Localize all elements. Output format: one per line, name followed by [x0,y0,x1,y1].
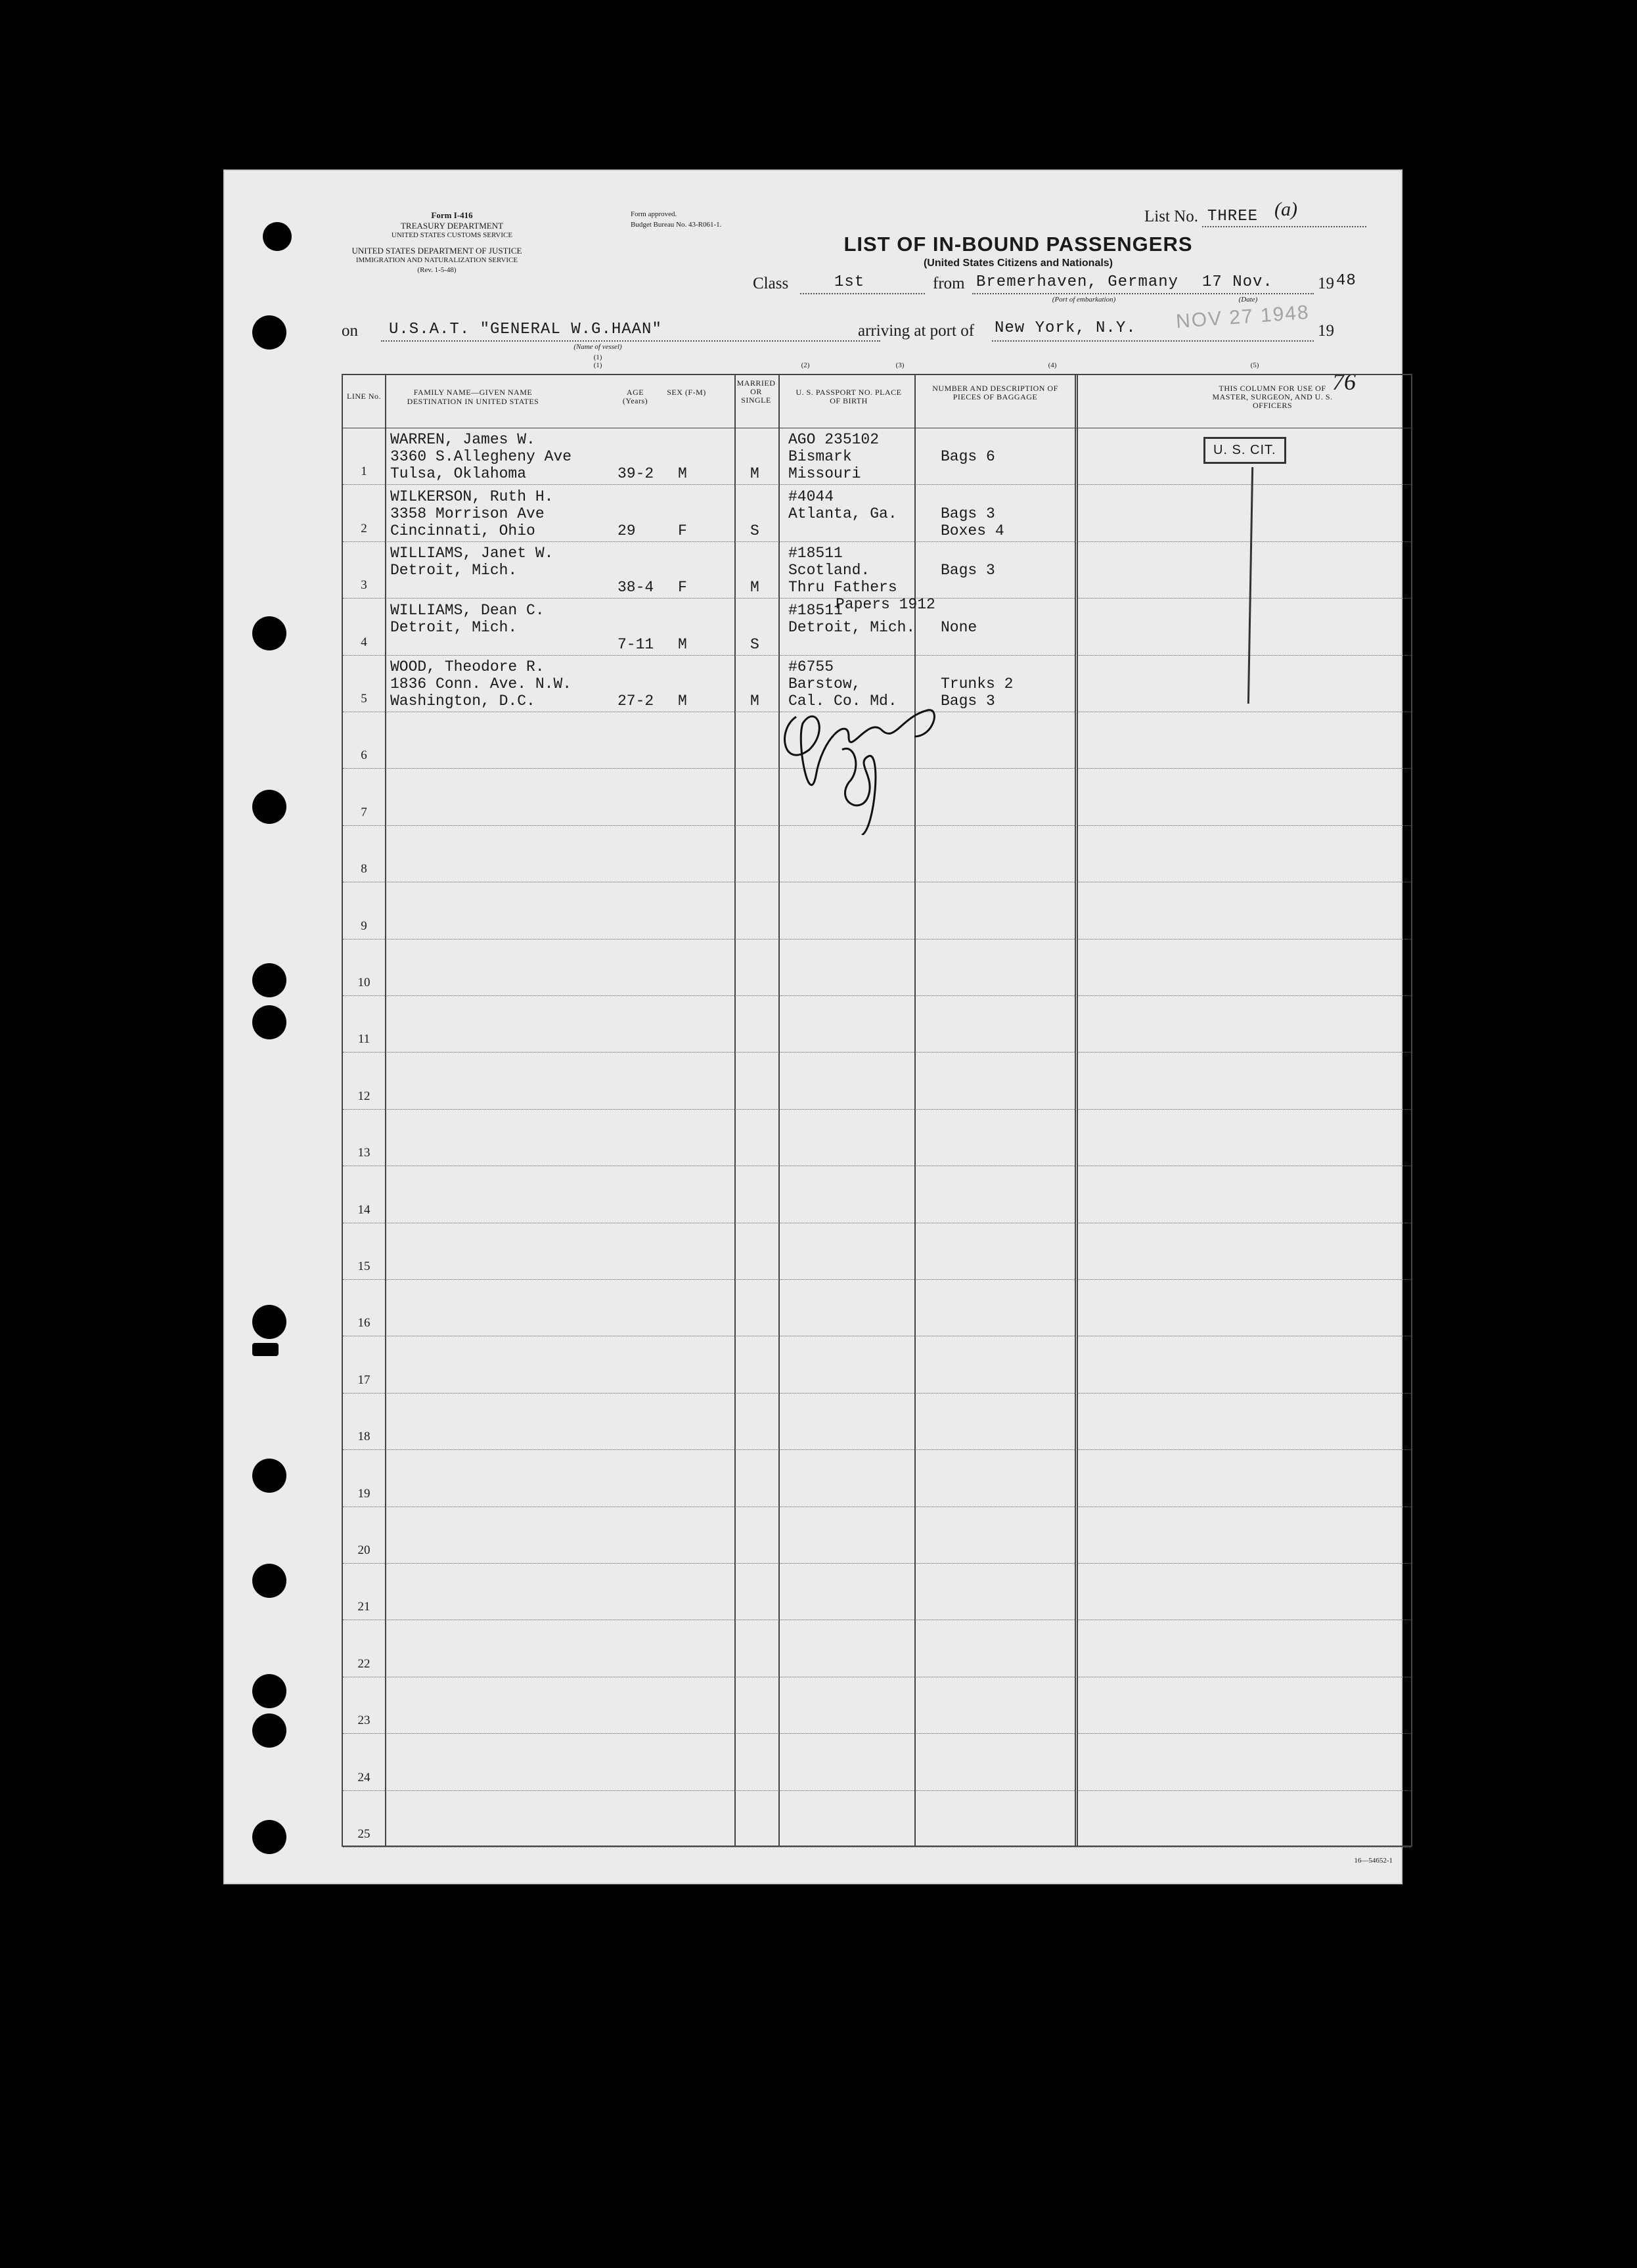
cell-passport2: Scotland. [788,562,870,579]
punch-hole [263,222,292,251]
row-divider [343,1052,1411,1053]
punch-hole [252,1564,286,1598]
cell-sex: M [678,635,687,653]
cell-sex: M [678,692,687,710]
row-divider [343,1563,1411,1564]
col-header-passport: U. S. PASSPORT NO. PLACE OF BIRTH [796,388,902,405]
punch-hole [252,1343,279,1356]
year-prefix: 19 [1318,275,1334,292]
cell-name: WARREN, James W. [390,431,535,449]
cell-address1: Detroit, Mich. [390,618,518,636]
cell-married: M [750,579,759,597]
line-number: 3 [361,578,367,593]
line-number: 17 [357,1372,370,1387]
footer-code: 16—54652-1 [1354,1857,1393,1865]
cell-bag1: Trunks 2 [941,675,1014,692]
cell-age: 29 [617,522,636,539]
cell-address2: Tulsa, Oklahoma [390,465,527,483]
punch-hole [252,1459,286,1493]
manifest-page [223,170,1402,1884]
list-no-value: THREE [1207,208,1259,225]
vessel-caption: (Name of vessel) [573,343,622,351]
row-divider [343,1279,1411,1280]
cell-passport1: #18511 [788,601,843,619]
list-no-line [1202,226,1366,227]
cell-married: M [750,692,759,710]
line-number: 5 [361,692,367,706]
line-number: 14 [357,1202,370,1217]
officer-mark-line [1247,467,1253,704]
class-label: Class [753,275,789,292]
justice-label: UNITED STATES DEPARTMENT OF JUSTICE [351,246,522,256]
year-value: 48 [1336,272,1357,290]
row-divider [343,1790,1411,1791]
customs-label: UNITED STATES CUSTOMS SERVICE [391,231,513,239]
revision-label: (Rev. 1-5-48) [417,266,457,274]
line-number: 2 [361,521,367,535]
punch-hole [252,616,286,650]
col-header-officers: THIS COLUMN FOR USE OF MASTER, SURGEON, AND U. S. OFFICERS [1212,384,1333,410]
row-divider [343,1847,1411,1848]
line-number: 6 [361,748,367,763]
punch-hole [252,315,286,350]
row-divider [343,1393,1411,1394]
form-approved: Form approved. [631,210,677,218]
cell-age: 39-2 [617,465,654,483]
col4-number: (4) [1048,361,1057,369]
cell-address1: 3360 S.Allegheny Ave [390,448,572,466]
received-date-stamp: NOV 27 1948 [1175,301,1311,333]
col-header-married: MARRIED OR SINGLE [736,378,776,405]
punch-hole [252,1305,286,1339]
line-number: 1 [361,465,367,479]
col2-number: (2) [801,361,810,369]
row-divider [343,655,1411,656]
cell-sex: F [678,522,687,539]
punch-hole [252,790,286,824]
cell-bag2: Boxes 4 [941,522,1004,539]
line-number: 8 [361,862,367,876]
from-line [972,293,1314,294]
cell-name: WOOD, Theodore R. [390,658,545,675]
line-number: 16 [357,1316,370,1330]
col-header-destination: DESTINATION IN UNITED STATES [407,397,539,406]
list-no-label: List No. [1144,208,1198,225]
cell-age: 27-2 [617,692,654,710]
line-number: 25 [357,1827,370,1841]
cell-name: WILKERSON, Ruth H. [390,488,554,505]
line-number: 9 [361,919,367,933]
cell-address1: 3358 Morrison Ave [390,505,545,522]
form-title: LIST OF IN-BOUND PASSENGERS [843,233,1193,256]
row-divider [343,995,1411,996]
cell-bag1: None [941,618,977,636]
cell-address2: Cincinnati, Ohio [390,522,535,539]
from-value: Bremerhaven, Germany [976,273,1179,291]
col-header-sex: SEX (F-M) [667,388,706,397]
cell-married: S [750,635,759,653]
date-value: 17 Nov. [1202,273,1273,291]
cell-bag1: Bags 6 [941,448,995,466]
cell-passport1: AGO 235102 [788,431,880,449]
cell-passport2: Detroit, Mich. [788,618,916,636]
cell-passport1: #18511 [788,545,843,562]
cell-address2: Washington, D.C. [390,692,535,710]
line-number: 21 [357,1600,370,1614]
line-number: 13 [357,1146,370,1160]
cell-bag1: Bags 3 [941,505,995,522]
col5-number: (5) [1250,361,1259,369]
line-number: 24 [357,1770,370,1784]
col-sep-married [778,375,780,1846]
line-number: 10 [357,976,370,989]
col-header-baggage: NUMBER AND DESCRIPTION OF PIECES OF BAGGAGE [932,384,1058,401]
page-number: 76 [1332,369,1356,395]
line-number: 12 [357,1089,370,1103]
ins-label: IMMIGRATION AND NATURALIZATION SERVICE [355,256,518,264]
col-header-line-no: LINE No. [347,392,381,401]
line-number: 11 [357,1032,370,1047]
cell-name: WILLIAMS, Dean C. [390,601,545,619]
col-sep-line [385,375,386,1846]
arriving-label: arriving at port of [858,322,975,340]
row-divider [343,1733,1411,1734]
line-number: 4 [361,635,367,649]
punch-hole [252,1005,286,1039]
cell-passport3: Thru Fathers [788,579,897,597]
cell-married: S [750,522,759,539]
cell-passport2: Atlanta, Ga. [788,505,897,522]
cell-passport1: #4044 [788,488,834,505]
col-header-age: AGE (Years) [622,388,648,405]
cell-sex: F [678,579,687,597]
punch-hole [252,1674,286,1708]
cell-address1: Detroit, Mich. [390,562,518,579]
on-label: on [342,322,358,340]
passenger-table [342,374,1412,1847]
cell-passport3: Cal. Co. Md. [788,692,897,710]
cell-bag2: Bags 3 [941,692,995,710]
form-number: Form I-416 [431,210,473,220]
col-sep-name [734,375,736,1846]
cell-name: WILLIAMS, Janet W. [390,545,554,562]
budget-bureau: Budget Bureau No. 43-R061-1. [631,221,722,229]
class-line [800,293,925,294]
treasury-label: TREASURY DEPARTMENT [400,221,504,231]
cell-passport4: Papers 1912 [836,596,935,614]
cell-sex: M [678,465,687,483]
form-subtitle: (United States Citizens and Nationals) [923,258,1113,269]
arriving-value: New York, N.Y. [995,319,1136,337]
punch-hole [252,1713,286,1748]
cell-married: M [750,465,759,483]
punch-hole [252,1820,286,1854]
date-caption: (Date) [1238,296,1258,304]
col-header-name: FAMILY NAME—GIVEN NAME [413,388,533,397]
row-divider [343,1109,1411,1110]
line-number: 20 [357,1543,370,1557]
row-divider [343,1449,1411,1450]
arriving-year: 19 [1318,322,1334,340]
col3-number: (3) [895,361,905,369]
vessel-value: U.S.A.T. "GENERAL W.G.HAAN" [389,321,662,338]
line-number: 15 [357,1259,370,1273]
line-number: 7 [361,805,367,819]
us-citizen-stamp: U. S. CIT. [1203,437,1286,464]
inspector-signature [770,677,967,835]
cell-age: 38-4 [617,579,654,597]
cell-passport3: Missouri [788,465,861,483]
list-no-annotation: (a) [1274,198,1297,220]
row-divider [343,939,1411,940]
class-value: 1st [834,273,865,291]
line-number: 23 [357,1713,370,1728]
col-sep-baggage [1075,375,1078,1846]
cell-passport1: #6755 [788,658,834,675]
line-number: 19 [357,1486,370,1501]
punch-hole [252,963,286,997]
cell-bag1: Bags 3 [941,562,995,579]
line-number: 18 [357,1430,370,1444]
line-number: 22 [357,1656,370,1671]
cell-passport2: Barstow, [788,675,861,692]
cell-passport2: Bismark [788,448,852,466]
from-label: from [933,275,965,292]
vessel-number: (1) [593,353,602,361]
cell-address1: 1836 Conn. Ave. N.W. [390,675,572,692]
arriving-line [992,340,1314,342]
from-caption: (Port of embarkation) [1052,296,1116,304]
vessel-line [381,340,880,342]
col1-number: (1) [593,361,602,369]
cell-age: 7-11 [617,635,654,653]
